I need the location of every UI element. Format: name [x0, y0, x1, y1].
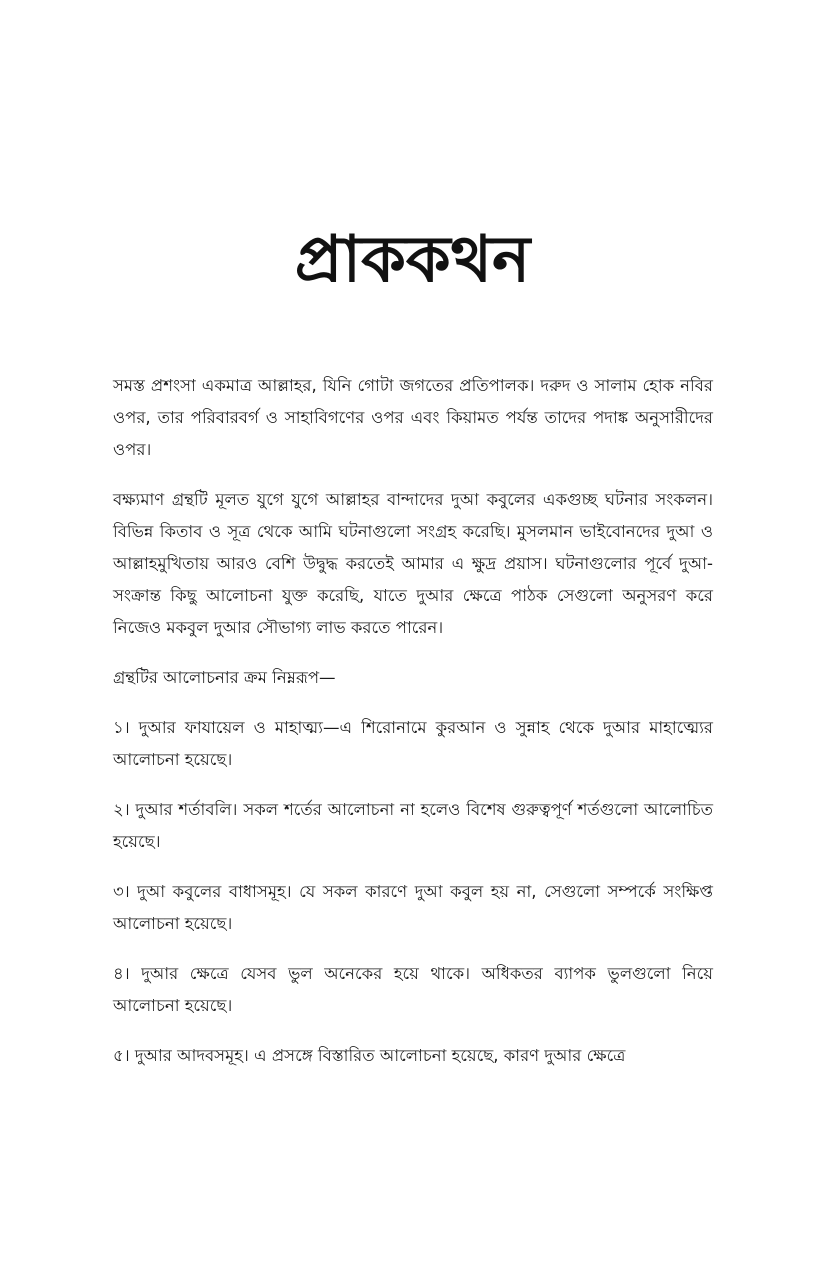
list-item-1: ১। দুআর ফাযায়েল ও মাহাত্ম্য—এ শিরোনামে কুরআন ও সুন্নাহ থেকে দুআর মাহাত্ম্যের আলোচনা হয়েছে।: [113, 718, 713, 769]
paragraph-order-heading: গ্রন্থটির আলোচনার ক্রম নিম্নরূপ—: [113, 668, 336, 687]
paragraph-intro-praise: সমস্ত প্রশংসা একমাত্র আল্লাহর, যিনি গোটা জগতের প্রতিপালক। দরুদ ও সালাম হোক নবির ওপর, তার পরিবারবর্গ ও সাহাবিগণের ওপর এবং কিয়ামত পর্যন্ত তাদের পদাঙ্ক অনুসারীদের ওপর।: [113, 376, 713, 459]
list-item-4: ৪। দুআর ক্ষেত্রে যেসব ভুল অনেকের হয়ে থাকে। অধিকতর ব্যাপক ভুলগুলো নিয়ে আলোচনা হয়েছে।: [113, 964, 713, 1015]
page-title: প্রাককথন: [294, 223, 531, 297]
list-item-2: ২। দুআর শর্তাবলি। সকল শর্তের আলোচনা না হলেও বিশেষ গুরুত্বপূর্ণ শর্তগুলো আলোচিত হয়েছে।: [113, 800, 713, 851]
body-text: [113, 370, 713, 1090]
list-item-3: ৩। দুআ কবুলের বাধাসমূহ। যে সকল কারণে দুআ কবুল হয় না, সেগুলো সম্পর্কে সংক্ষিপ্ত আলোচনা হয়েছে।: [113, 882, 713, 933]
paragraph-book-purpose: বক্ষ্যমাণ গ্রন্থটি মূলত যুগে যুগে আল্লাহর বান্দাদের দুআ কবুলের একগুচ্ছ ঘটনার সংকলন। বিভিন্ন কিতাব ও সূত্র থেকে আমি ঘটনাগুলো সংগ্রহ করেছি। মুসলমান ভাইবোনদের দুআ ও আল্লাহমুখিতায় আরও বেশি উদ্বুদ্ধ করতেই আমার এ ক্ষুদ্র প্রয়াস। ঘটনাগুলোর পূর্বে দুআ-সংক্রান্ত কিছু আলোচনা যুক্ত করেছি, যাতে দুআর ক্ষেত্রে পাঠক সেগুলো অনুসরণ করে নিজেও মকবুল দুআর সৌভাগ্য লাভ করতে পারেন।: [113, 490, 713, 637]
list-item-5: ৫। দুআর আদবসমূহ। এ প্রসঙ্গে বিস্তারিত আলোচনা হয়েছে, কারণ দুআর ক্ষেত্রে: [113, 1046, 626, 1065]
